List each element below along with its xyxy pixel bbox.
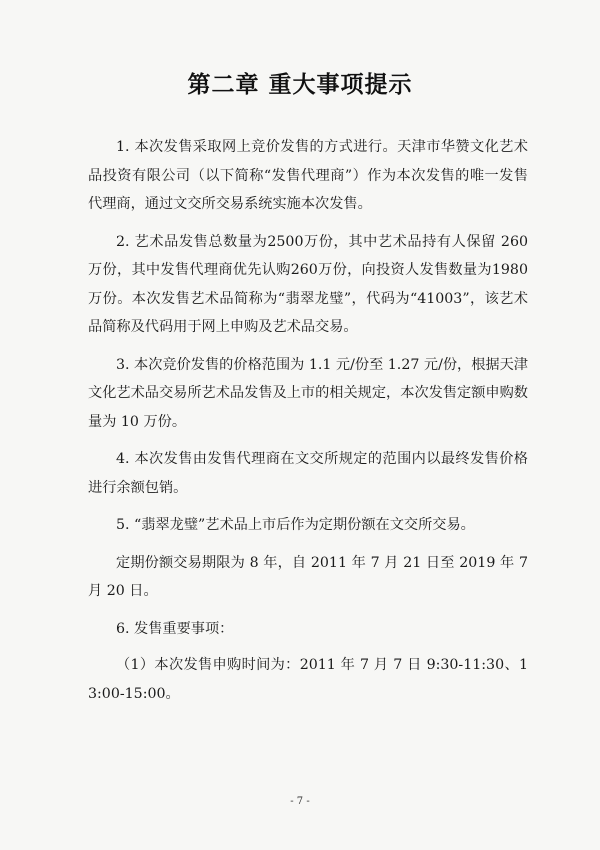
paragraph-item-1: 1. 本次发售采取网上竞价发售的方式进行。天津市华赞文化艺术品投资有限公司（以下简称“发售代理商”）作为本次发售的唯一发售代理商，通过文交所交易系统实施本次发售。 <box>88 139 528 212</box>
document-body <box>88 133 528 717</box>
paragraph-item-2: 2. 艺术品发售总数量为2500万份，其中艺术品持有人保留 260万份，其中发售代理商优先认购260万份，向投资人发售数量为1980万份。本次发售艺术品简称为“翡翠龙璧”，代码为“41003”，该艺术品简称及代码用于网上申购及艺术品交易。 <box>88 233 528 335</box>
paragraph-item-3: 3. 本次竞价发售的价格范围为 1.1 元/份至 1.27 元/份，根据天津文化艺术品交易所艺术品发售及上市的相关规定，本次发售定额申购数量为 10 万份。 <box>88 356 528 430</box>
paragraph-item-4: 4. 本次发售由发售代理商在文交所规定的范围内以最终发售价格进行余额包销。 <box>88 451 528 496</box>
page-number: - 7 - <box>290 796 310 807</box>
paragraph-item-5: 5. “翡翠龙璧”艺术品上市后作为定期份额在文交所交易。 <box>116 517 475 533</box>
trading-period-paragraph: 定期份额交易期限为 8 年，自 2011 年 7 月 21 日至 2019 年 7 月 20 日。 <box>88 554 528 599</box>
chapter-title: 第二章 重大事项提示 <box>187 71 413 98</box>
subscription-time-paragraph: （1）本次发售申购时间为：2011 年 7 月 7 日 9:30-11:30、13:00-15:00。 <box>88 657 528 702</box>
important-matters-heading: 6. 发售重要事项： <box>116 620 234 637</box>
